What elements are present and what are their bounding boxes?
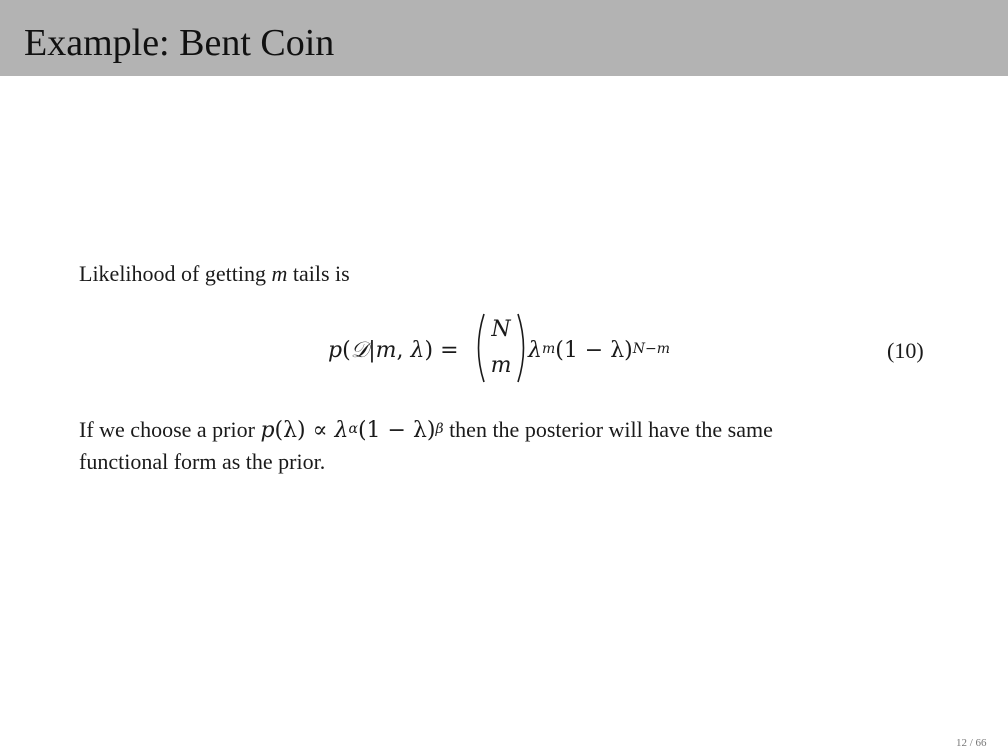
equation-rhs-lambda: λ bbox=[528, 338, 542, 363]
prior-paren: (1 − λ) bbox=[357, 418, 436, 443]
equation-comma: , bbox=[396, 338, 411, 363]
equation-open-paren: ( bbox=[342, 338, 351, 363]
equation-data-symbol: 𝒟 bbox=[350, 338, 369, 363]
equation-given-bar: | bbox=[368, 338, 376, 363]
equation-rhs-paren: (1 − λ) bbox=[555, 338, 633, 363]
equation-rhs bbox=[528, 335, 670, 369]
equation-lambda: λ bbox=[410, 338, 425, 363]
equation-m: m bbox=[375, 338, 397, 363]
page-number: 12 / 66 bbox=[956, 737, 987, 749]
prior-argument: (λ) ∝ bbox=[274, 418, 335, 443]
likelihood-text-before: Likelihood of getting bbox=[79, 261, 272, 286]
prior-formula bbox=[260, 418, 443, 443]
likelihood-text-after: tails is bbox=[287, 261, 350, 286]
equation-close-paren: ) bbox=[424, 338, 434, 363]
binomial-coefficient bbox=[474, 312, 528, 384]
equation-p: p bbox=[328, 338, 343, 363]
prior-alpha: α bbox=[348, 421, 358, 437]
equation-number: (10) bbox=[887, 338, 924, 363]
prior-lambda: λ bbox=[334, 418, 349, 443]
equation-rhs-lambda-exponent: m bbox=[541, 341, 556, 357]
prior-text-before: If we choose a prior bbox=[79, 417, 261, 442]
equation-lhs bbox=[328, 335, 459, 367]
prior-p: p bbox=[260, 418, 275, 443]
prior-sentence-continuation: functional form as the prior. bbox=[79, 449, 326, 474]
equation-equals: = bbox=[433, 338, 459, 363]
slide-title: Example: Bent Coin bbox=[24, 22, 335, 64]
binomial-bottom: m bbox=[490, 353, 512, 378]
title-bar bbox=[0, 0, 1008, 76]
prior-text-after: then the posterior will have the same bbox=[443, 417, 773, 442]
likelihood-sentence bbox=[79, 258, 350, 290]
prior-beta: β bbox=[435, 421, 444, 437]
equation-rhs-paren-exponent: N−m bbox=[632, 341, 671, 357]
likelihood-variable: m bbox=[271, 261, 288, 286]
binomial-top: N bbox=[491, 317, 511, 342]
prior-sentence bbox=[79, 414, 773, 449]
